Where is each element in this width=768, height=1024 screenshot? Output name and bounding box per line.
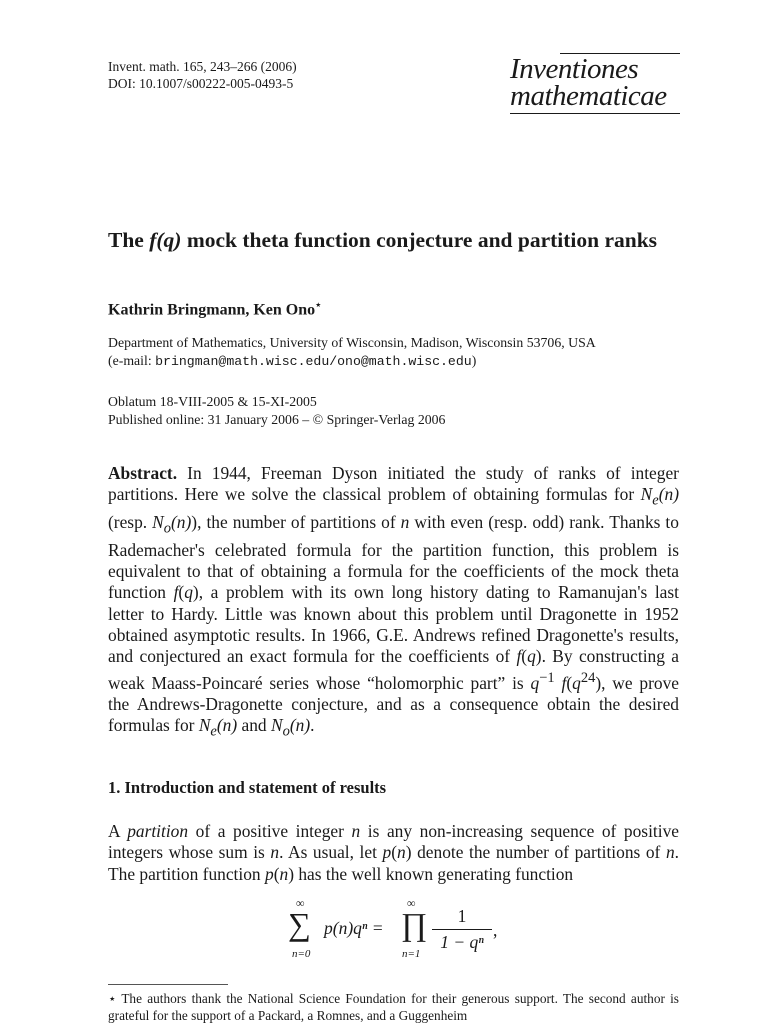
intro-text: denote the number of partitions of xyxy=(417,842,661,863)
math-no: $N_o(n)$ xyxy=(152,512,192,537)
email-address[interactable]: bringman@math.wisc.edu/ono@math.wisc.edu xyxy=(155,354,472,369)
published-date: Published online: 31 January 2006 – © Springer-Verlag 2006 xyxy=(108,412,446,427)
doi-line: DOI: 10.1007/s00222-005-0493-5 xyxy=(108,76,294,91)
intro-text: is any non-increasing sequence of positive integers whose sum is xyxy=(108,821,679,863)
citation-block xyxy=(108,58,297,92)
footnote-rule xyxy=(108,984,228,985)
journal-name-line2: mathematicae xyxy=(510,80,667,112)
footnote-mark: ⋆ xyxy=(108,991,117,1006)
intro-text: . The partition function xyxy=(108,842,679,884)
abstract: Abstract. In 1944, Freeman Dyson initiated the study of ranks of integer partitions. Here we solve the classical problem of obtaining formulas for $N_e(n)$ (resp. $N_o(n)$), the number of partitions of n with even (resp. odd) rank. Thanks to Rademacher's celebrated formula for the partition function, this problem is equivalent to that of obtaining a formula for the coefficients of the mock theta function f(q), a problem with its own long history dating to Ramanujan's last letter to Hardy. Little was known about this problem until Dragonette in 1952 obtained asymptotic results. In 1966, G.E. Andrews refined Dragonette's results, and conjectured an exact formula for the coefficients of f(q). By constructing a weak Maass-Poincaré series whose “holomorphic part” is $q^{-1}$ $f(q^{24})$, we prove the Andrews-Dragonette conjecture, and as a consequence obtain the desired formulas for $N_e(n)$ and $N_o(n)$. xyxy=(108,463,679,740)
journal-logo xyxy=(510,53,680,114)
title-rest: mock theta function conjecture and partition ranks xyxy=(186,228,658,252)
email-close: ) xyxy=(471,353,477,368)
abstract-text: (resp. xyxy=(108,512,148,533)
affiliation-email-line xyxy=(108,352,708,371)
math-fq: f xyxy=(516,646,522,667)
citation-line: Invent. math. 165, 243–266 (2006) xyxy=(108,59,297,74)
product-symbol: ∏ xyxy=(401,906,428,942)
paper-title xyxy=(108,226,668,255)
title-math: f(q) xyxy=(149,228,182,252)
generating-function-equation xyxy=(280,896,520,966)
abstract-label: Abstract. xyxy=(108,463,178,483)
abstract-text: In 1944, Freeman Dyson initiated the study of ranks of integer partitions. Here we solve the classical problem of obtaining formulas for xyxy=(108,463,679,505)
authors xyxy=(108,300,321,319)
math-fq: f xyxy=(173,582,179,603)
math-pn: p xyxy=(382,842,392,863)
affiliation xyxy=(108,334,708,371)
math-n: n xyxy=(270,842,280,863)
sum-lower-limit: n=0 xyxy=(292,948,311,960)
abstract-text: , we prove the Andrews-Dragonette conjecture, and as a consequence obtain the desired formulas for xyxy=(108,672,679,735)
fraction-bar xyxy=(432,929,492,930)
affiliation-address: Department of Mathematics, University of Wisconsin, Madison, Wisconsin 53706, USA xyxy=(108,335,596,350)
abstract-text: . By constructing a weak Maass-Poincaré series whose “holomorphic part” is xyxy=(108,646,679,693)
product-lower-limit: n=1 xyxy=(402,948,421,960)
term-partition: partition xyxy=(127,821,189,841)
intro-text: has the well known generating function xyxy=(298,863,574,884)
math-ne: $N_e(n)$ xyxy=(640,484,679,509)
logo-rule-bottom xyxy=(510,113,680,114)
title-prefix: The xyxy=(108,228,144,252)
equation-trail: , xyxy=(493,920,498,940)
sum-symbol: ∑ xyxy=(288,906,311,942)
fraction-numerator: 1 xyxy=(457,906,467,926)
abstract-text: ), the number of partitions of xyxy=(191,512,396,533)
abstract-text: and xyxy=(241,715,267,735)
intro-paragraph: A partition of a positive integer n is any non-increasing sequence of positive integers whose sum is n. As usual, let p(n) denote the number of partitions of n. The partition function p(n) has the well known generating function xyxy=(108,821,679,884)
sum-upper-limit: ∞ xyxy=(296,896,305,910)
intro-text: A xyxy=(108,821,120,841)
author-footnote-mark: ⋆ xyxy=(315,300,322,311)
math-n: n xyxy=(665,842,675,863)
abstract-text: with even (resp. odd) rank. Thanks to Rademacher's celebrated formula for the partition function, this problem is equivalent to that of obtaining a formula for the coefficients of the mock theta function xyxy=(108,512,679,603)
product-upper-limit: ∞ xyxy=(407,896,416,910)
math-pn: p xyxy=(264,863,274,884)
fraction-denominator: 1 − qⁿ xyxy=(440,932,484,952)
oblatum-date: Oblatum 18-VIII-2005 & 15-XI-2005 xyxy=(108,394,317,409)
footnote-text: The authors thank the National Science Foundation for their generous support. The second author is grateful for the support of a Packard, a Romnes, and a Guggenheim xyxy=(108,991,679,1023)
math-n: n xyxy=(351,821,361,841)
intro-text: . As usual, let xyxy=(279,842,377,863)
section-heading: 1. Introduction and statement of results xyxy=(108,778,387,797)
equation-lhs: p(n)qⁿ = xyxy=(324,918,384,938)
author-names: Kathrin Bringmann, Ken Ono xyxy=(108,301,316,319)
footnote xyxy=(108,990,679,1024)
dates xyxy=(108,393,445,429)
math-ne: $N_e(n)$ xyxy=(198,715,238,740)
intro-text: of a positive integer xyxy=(195,821,344,841)
abstract-text: , a problem with its own long history dating to Ramanujan's last letter to Hardy. Little was known about this problem until Dragonette in 1952 obtained asymptotic results. In 1966, G.E. Andrews refined Dragonette's results, and conjectured an exact formula for the coefficients of xyxy=(108,582,679,667)
math-n: n xyxy=(400,512,410,533)
math-holomorphic: q xyxy=(530,672,540,693)
math-no: $N_o(n)$ xyxy=(270,715,311,740)
logo-rule-top xyxy=(560,53,680,54)
journal-name-line1: Inventiones xyxy=(510,53,639,85)
email-open: (e-mail: xyxy=(108,353,156,368)
